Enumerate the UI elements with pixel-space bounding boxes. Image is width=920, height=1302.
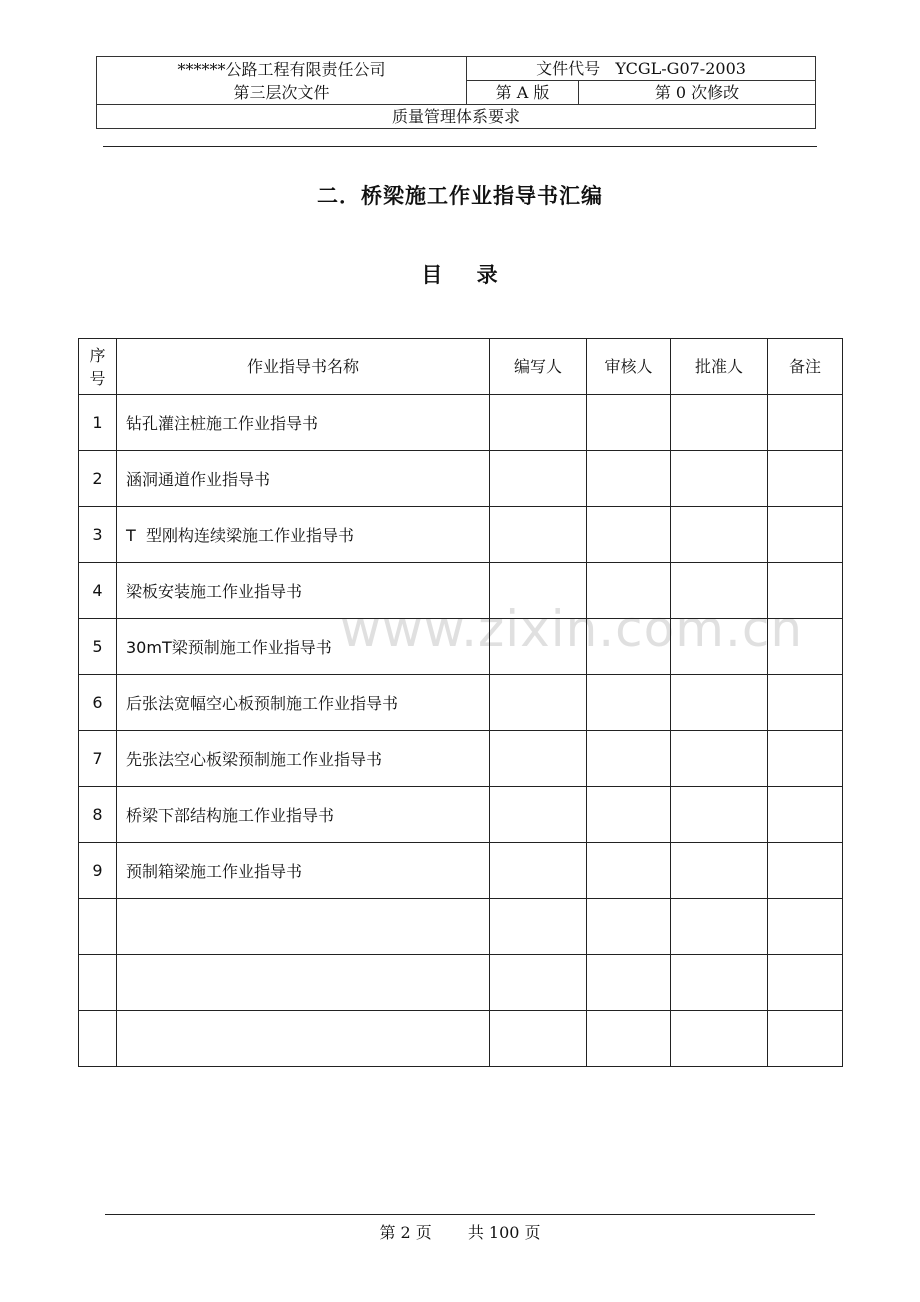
column-header-author: 编写人 [490, 339, 587, 395]
company-name: ******公路工程有限责任公司 [177, 59, 386, 79]
row-seq: 7 [79, 731, 117, 787]
page-title: 二．桥梁施工作业指导书汇编 [317, 184, 603, 208]
document-header [96, 56, 816, 129]
row-guide-name: 后张法宽幅空心板预制施工作业指导书 [117, 675, 490, 731]
table-row [79, 395, 843, 451]
column-header-seq [79, 339, 117, 395]
page-total: 共 100 页 [467, 1223, 541, 1242]
table-row [79, 899, 843, 955]
revision: 第 0 次修改 [579, 81, 816, 105]
table-row [79, 1011, 843, 1067]
row-seq: 4 [79, 563, 117, 619]
row-remark-cell [768, 563, 843, 619]
row-guide-name: 钻孔灌注桩施工作业指导书 [117, 395, 490, 451]
column-header-approver: 批准人 [671, 339, 768, 395]
row-guide-name: 梁板安装施工作业指导书 [117, 563, 490, 619]
row-remark-cell [768, 619, 843, 675]
row-author-cell [490, 675, 587, 731]
row-approver-cell [671, 563, 768, 619]
row-reviewer-cell [587, 619, 671, 675]
row-reviewer-cell [587, 563, 671, 619]
table-row [79, 563, 843, 619]
table-row [79, 507, 843, 563]
row-seq: 1 [79, 395, 117, 451]
seq-header-line2: 号 [89, 368, 106, 388]
toc-title: 目 录 [421, 263, 499, 287]
row-author-cell [490, 955, 587, 1011]
table-row [79, 675, 843, 731]
footer-divider [105, 1214, 815, 1215]
row-author-cell [490, 451, 587, 507]
row-reviewer-cell [587, 1011, 671, 1067]
row-remark-cell [768, 1011, 843, 1067]
quality-system: 质量管理体系要求 [97, 105, 816, 129]
table-row [79, 787, 843, 843]
document-code: 文件代号 YCGL-G07-2003 [467, 57, 816, 81]
row-guide-name: 预制箱梁施工作业指导书 [117, 843, 490, 899]
row-guide-name [117, 955, 490, 1011]
page-number: 第 2 页 [379, 1223, 432, 1242]
table-row [79, 619, 843, 675]
row-author-cell [490, 563, 587, 619]
row-seq: 2 [79, 451, 117, 507]
row-author-cell [490, 787, 587, 843]
row-guide-name: T 型刚构连续梁施工作业指导书 [117, 507, 490, 563]
header-divider [103, 146, 817, 147]
row-remark-cell [768, 955, 843, 1011]
row-approver-cell [671, 787, 768, 843]
row-remark-cell [768, 843, 843, 899]
row-guide-name: 30mT梁预制施工作业指导书 [117, 619, 490, 675]
page-footer [0, 1220, 920, 1243]
row-author-cell [490, 507, 587, 563]
row-remark-cell [768, 675, 843, 731]
row-author-cell [490, 843, 587, 899]
row-seq [79, 1011, 117, 1067]
row-author-cell [490, 1011, 587, 1067]
edition: 第 A 版 [467, 81, 579, 105]
row-guide-name: 桥梁下部结构施工作业指导书 [117, 787, 490, 843]
row-reviewer-cell [587, 507, 671, 563]
row-seq: 9 [79, 843, 117, 899]
row-reviewer-cell [587, 899, 671, 955]
row-seq: 6 [79, 675, 117, 731]
column-header-name: 作业指导书名称 [117, 339, 490, 395]
row-remark-cell [768, 395, 843, 451]
column-header-remark: 备注 [768, 339, 843, 395]
row-reviewer-cell [587, 843, 671, 899]
toc-table [78, 338, 843, 1067]
row-author-cell [490, 899, 587, 955]
table-row [79, 843, 843, 899]
row-approver-cell [671, 731, 768, 787]
table-row [79, 731, 843, 787]
row-remark-cell [768, 451, 843, 507]
row-reviewer-cell [587, 955, 671, 1011]
row-approver-cell [671, 1011, 768, 1067]
row-approver-cell [671, 955, 768, 1011]
row-approver-cell [671, 675, 768, 731]
row-approver-cell [671, 619, 768, 675]
row-guide-name: 涵洞通道作业指导书 [117, 451, 490, 507]
table-row [79, 955, 843, 1011]
header-company-cell [97, 57, 467, 105]
row-guide-name [117, 1011, 490, 1067]
row-reviewer-cell [587, 451, 671, 507]
row-approver-cell [671, 451, 768, 507]
row-guide-name: 先张法空心板梁预制施工作业指导书 [117, 731, 490, 787]
watermark: www.zixin.com.cn [340, 600, 804, 658]
row-approver-cell [671, 507, 768, 563]
row-seq: 5 [79, 619, 117, 675]
row-approver-cell [671, 843, 768, 899]
row-seq: 8 [79, 787, 117, 843]
row-author-cell [490, 619, 587, 675]
column-header-reviewer: 审核人 [587, 339, 671, 395]
row-guide-name [117, 899, 490, 955]
seq-header-line1: 序 [89, 345, 106, 365]
row-approver-cell [671, 395, 768, 451]
table-header-row [79, 339, 843, 395]
table-row [79, 451, 843, 507]
row-approver-cell [671, 899, 768, 955]
row-author-cell [490, 731, 587, 787]
row-reviewer-cell [587, 787, 671, 843]
row-reviewer-cell [587, 395, 671, 451]
row-seq [79, 899, 117, 955]
row-remark-cell [768, 731, 843, 787]
row-remark-cell [768, 899, 843, 955]
row-remark-cell [768, 507, 843, 563]
row-reviewer-cell [587, 675, 671, 731]
row-seq: 3 [79, 507, 117, 563]
row-reviewer-cell [587, 731, 671, 787]
document-level: 第三层次文件 [233, 82, 330, 102]
row-seq [79, 955, 117, 1011]
row-remark-cell [768, 787, 843, 843]
row-author-cell [490, 395, 587, 451]
